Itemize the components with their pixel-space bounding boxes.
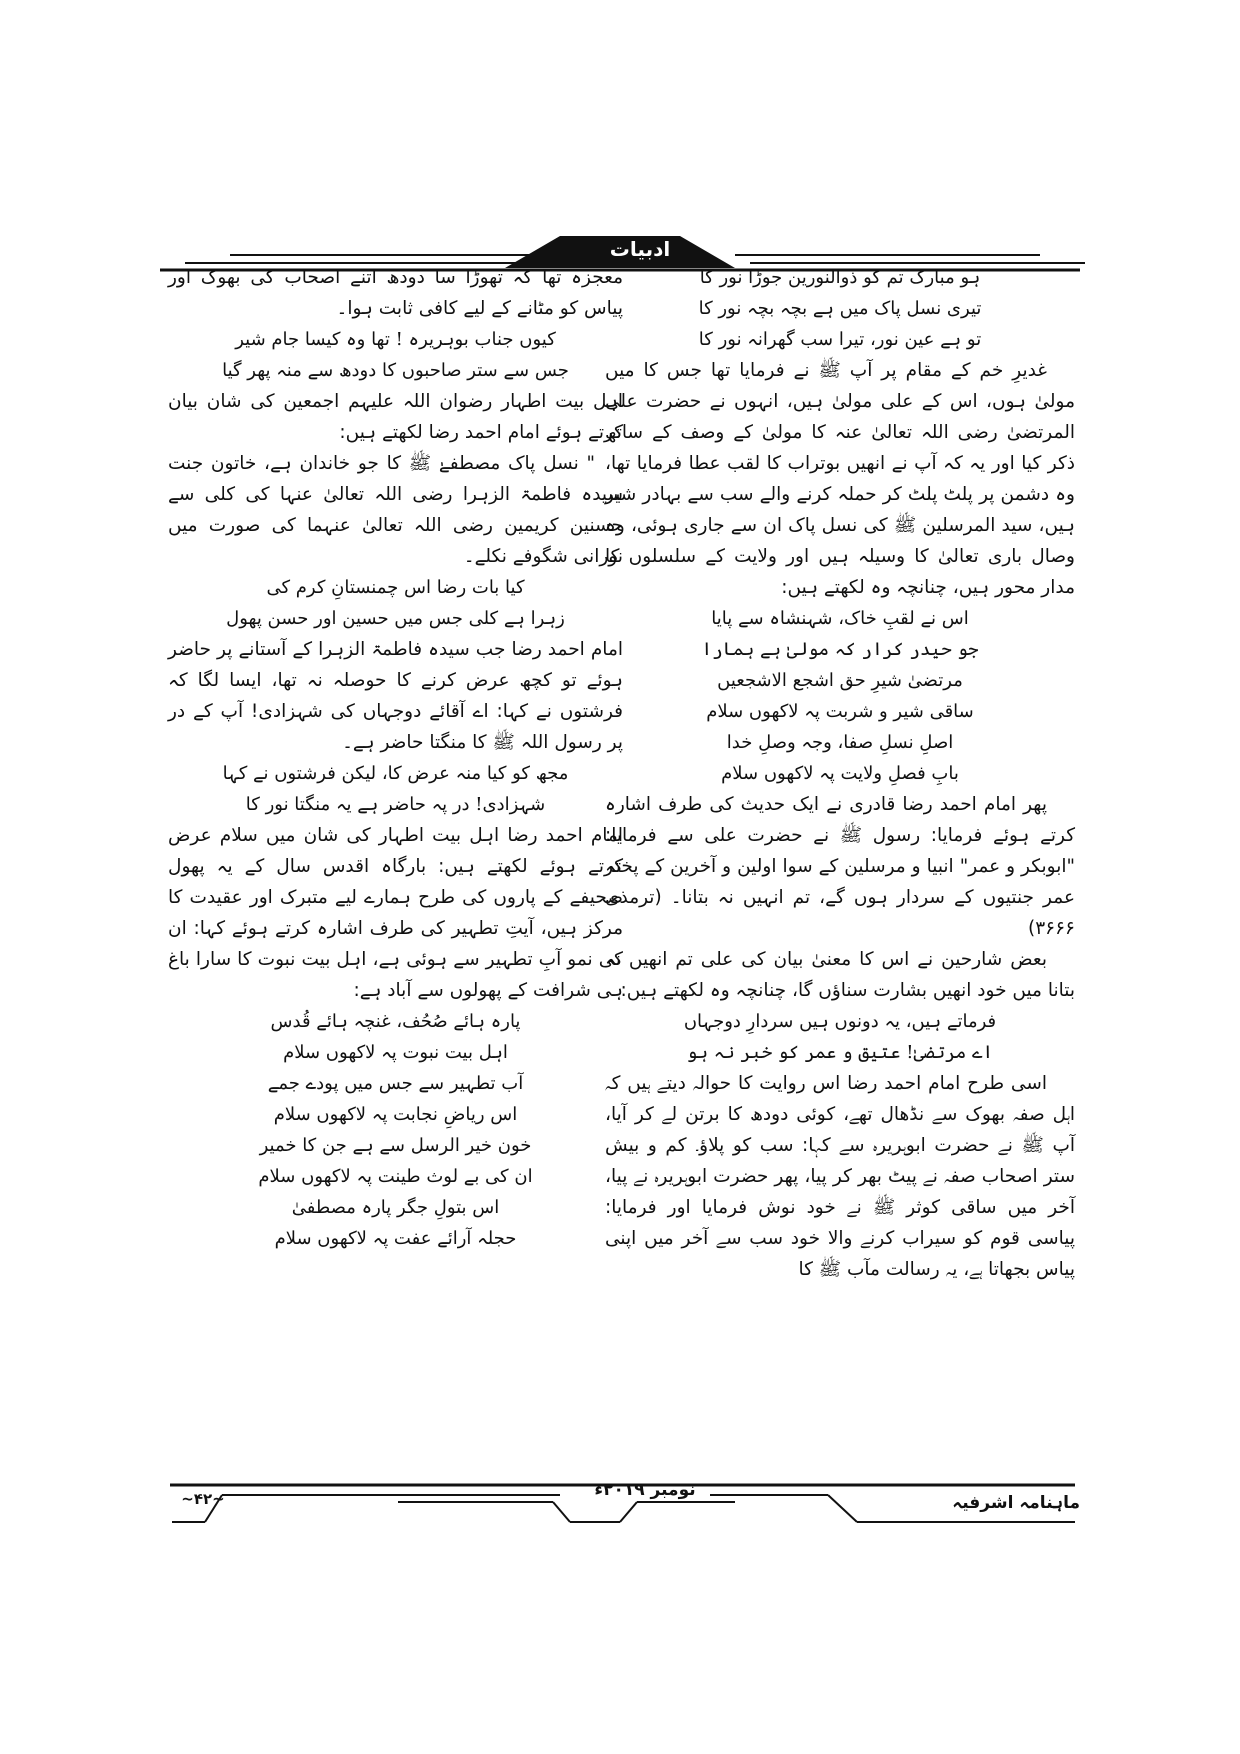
verse-line: شہزادی! در پہ حاضر ہے یہ منگتا نور کا [245,794,546,815]
verse-line: پارہ ہائے صُحُف، غنچہ ہائے قُدس [270,1011,521,1032]
verse-line: فرماتے ہیں، یہ دونوں ہیں سردارِ دوجہاں [683,1011,997,1032]
verse-line: اس نے لقبِ خاک، شہنشاہ سے پایا [711,608,969,629]
magazine-name: ماہنامہ اشرفیہ [952,1493,1080,1513]
quote-paragraph: " نسل پاک مصطفےٰ ﷺ کا جو خاندان ہے، خاتون جنت سیدہ فاطمۃ الزہرا رضی اللہ تعالیٰ عنہا کی کلی سے حسنین کریمین رضی اللہ تعالیٰ عنہما کی صورت میں نورانی شگوفے نکلے۔ [168,453,623,567]
verse-line: اے مرتضیٰ! عتیق و عمر کو خبر نہ ہو [686,1042,994,1063]
verse-line: ان کی بے لوث طینت پہ لاکھوں سلام [258,1166,533,1187]
verse-line: کیا بات رضا اس چمنستانِ کرم کی [266,577,525,598]
verse-line: جس سے ستر صاحبوں کا دودھ سے منہ پھر گیا [222,360,569,381]
verse-line: اہل بیت نبوت پہ لاکھوں سلام [283,1042,508,1063]
paragraph: غدیرِ خم کے مقام پر آپ ﷺ نے فرمایا تھا جس کا میں مولیٰ ہوں، اس کے علی مولیٰ ہیں، انہوں نے حضرت علی المرتضیٰ رضی اللہ تعالیٰ عنہ کا مولیٰ کے وصف کے ساتھ ذکر کیا اور یہ کہ آپ نے انھیں بوتراب کا لقب عطا فرمایا تھا، وہ دشمن پر پلٹ پلٹ کر حملہ کرنے والے سب سے بہادر شیر ہیں، سید المرسلین ﷺ کی نسل پاک ان سے جاری ہوئی، وہ وصال باری تعالیٰ کا وسیلہ ہیں اور ولایت کے سلسلوں کا مدار محور ہیں، چنانچہ وہ لکھتے ہیں: [605,360,1075,598]
verse-line: تیری نسل پاک میں ہے بچہ بچہ نور کا [698,298,982,319]
page-number: ~۴۲~ [181,1490,225,1508]
paragraph: امام احمد رضا اہل بیت اطہار کی شان میں سلام عرض کرتے ہوئے لکھتے ہیں: بارگاہ اقدس سال کے یہ پھول صحیفے کے پاروں کی طرح ہمارے لیے متبرک اور عقیدت کا مرکز ہیں، آیتِ تطہیر کی طرف اشارہ کرتے ہوئے کہا: ان کی نمو آبِ تطہیر سے ہوئی ہے، اہل بیت نبوت کا سارا باغ ہی شرافت کے پھولوں سے آباد ہے: [168,825,623,1001]
section-title: ادبیات [609,237,671,261]
right-column [605,262,1075,1285]
paragraph: پھر امام احمد رضا قادری نے ایک حدیث کی طرف اشارہ کرتے ہوئے فرمایا: رسول ﷺ نے حضرت علی سے فرمایا: "ابوبکر و عمر" انبیا و مرسلین کے سوا اولین و آخرین کے پختہ عمر جنتیوں کے سردار ہوں گے، تم انہیں نہ بتانا۔ (ترمذی ۳۶۶۶) [605,794,1075,939]
verse-line: کیوں جناب بوہریرہ ! تھا وہ کیسا جام شیر [235,329,556,350]
verse-line: خون خیر الرسل سے ہے جن کا خمیر [259,1135,532,1156]
verse-line: تو ہے عین نور، تیرا سب گھرانہ نور کا [698,329,982,350]
verse-line: حجلہ آرائے عفت پہ لاکھوں سلام [274,1228,517,1249]
issue-date: نومبر ۲۰۱۹ء [594,1480,696,1500]
left-column [168,262,623,1254]
verse-line: ہو مبارک تم کو ذوالنورین جوڑا نور کا [699,267,981,288]
verse-line: مجھ کو کیا منہ عرض کا، لیکن فرشتوں نے کہا [222,763,569,784]
verse-line: مرتضیٰ شیرِ حق اشجع الاشجعیں [717,670,963,691]
verse-line: بابِ فصلِ ولایت پہ لاکھوں سلام [721,763,959,784]
verse-line: آب تطہیر سے جس میں پودے جمے [267,1073,524,1094]
paragraph: اہل بیت اطہار رضوان اللہ علیہم اجمعین کی شان بیان کرتے ہوئے امام احمد رضا لکھتے ہیں: [168,391,623,443]
verse-line: زہرا ہے کلی جس میں حسین اور حسن پھول [226,608,565,629]
verse-line: اصلِ نسلِ صفا، وجہ وصلِ خدا [726,732,954,753]
verse-line: اس بتولِ جگر پارہ مصطفیٰ [291,1197,500,1218]
paragraph: بعض شارحین نے اس کا معنیٰ بیان کی علی تم انھیں نہ بتانا میں خود انھیں بشارت سناؤں گا، چنانچہ وہ لکھتے ہیں: [605,949,1075,1001]
paragraph: اسی طرح امام احمد رضا اس روایت کا حوالہ دیتے ہیں کہ اہل صفہ بھوک سے نڈھال تھے، کوئی دودھ کا برتن لے کر آیا، آپ ﷺ نے حضرت ابوہریرہ سے کہا: سب کو پلاؤ۔ کم و بیش ستر اصحاب صفہ نے پیٹ بھر کر پیا، پھر حضرت ابوہریرہ نے پیا، آخر میں ساقی کوثر ﷺ نے خود نوش فرمایا اور فرمایا: پیاسی قوم کو سیراب کرنے والا خود سب سے آخر میں اپنی پیاس بجھاتا ہے، یہ رسالت مآب ﷺ کا [605,1073,1075,1280]
paragraph: معجزہ تھا کہ تھوڑا سا دودھ اتنے اصحاب کی بھوک اور پیاس کو مٹانے کے لیے کافی ثابت ہوا۔ [168,267,623,319]
verse-line: جو حیدر کرار کہ مولیٰ ہے ہمارا [701,639,979,660]
paragraph: امام احمد رضا جب سیدہ فاطمۃ الزہرا کے آستانے پر حاضر ہوئے تو کچھ عرض کرنے کا حوصلہ نہ تھا، ایسا لگا کہ فرشتوں نے کہا: اے آقائے دوجہاں کی شہزادی! آپ کے در پر رسول اللہ ﷺ کا منگتا حاضر ہے۔ [168,639,623,753]
verse-line: ساقی شیر و شربت پہ لاکھوں سلام [706,701,974,722]
verse-line: اس ریاضِ نجابت پہ لاکھوں سلام [273,1104,518,1125]
